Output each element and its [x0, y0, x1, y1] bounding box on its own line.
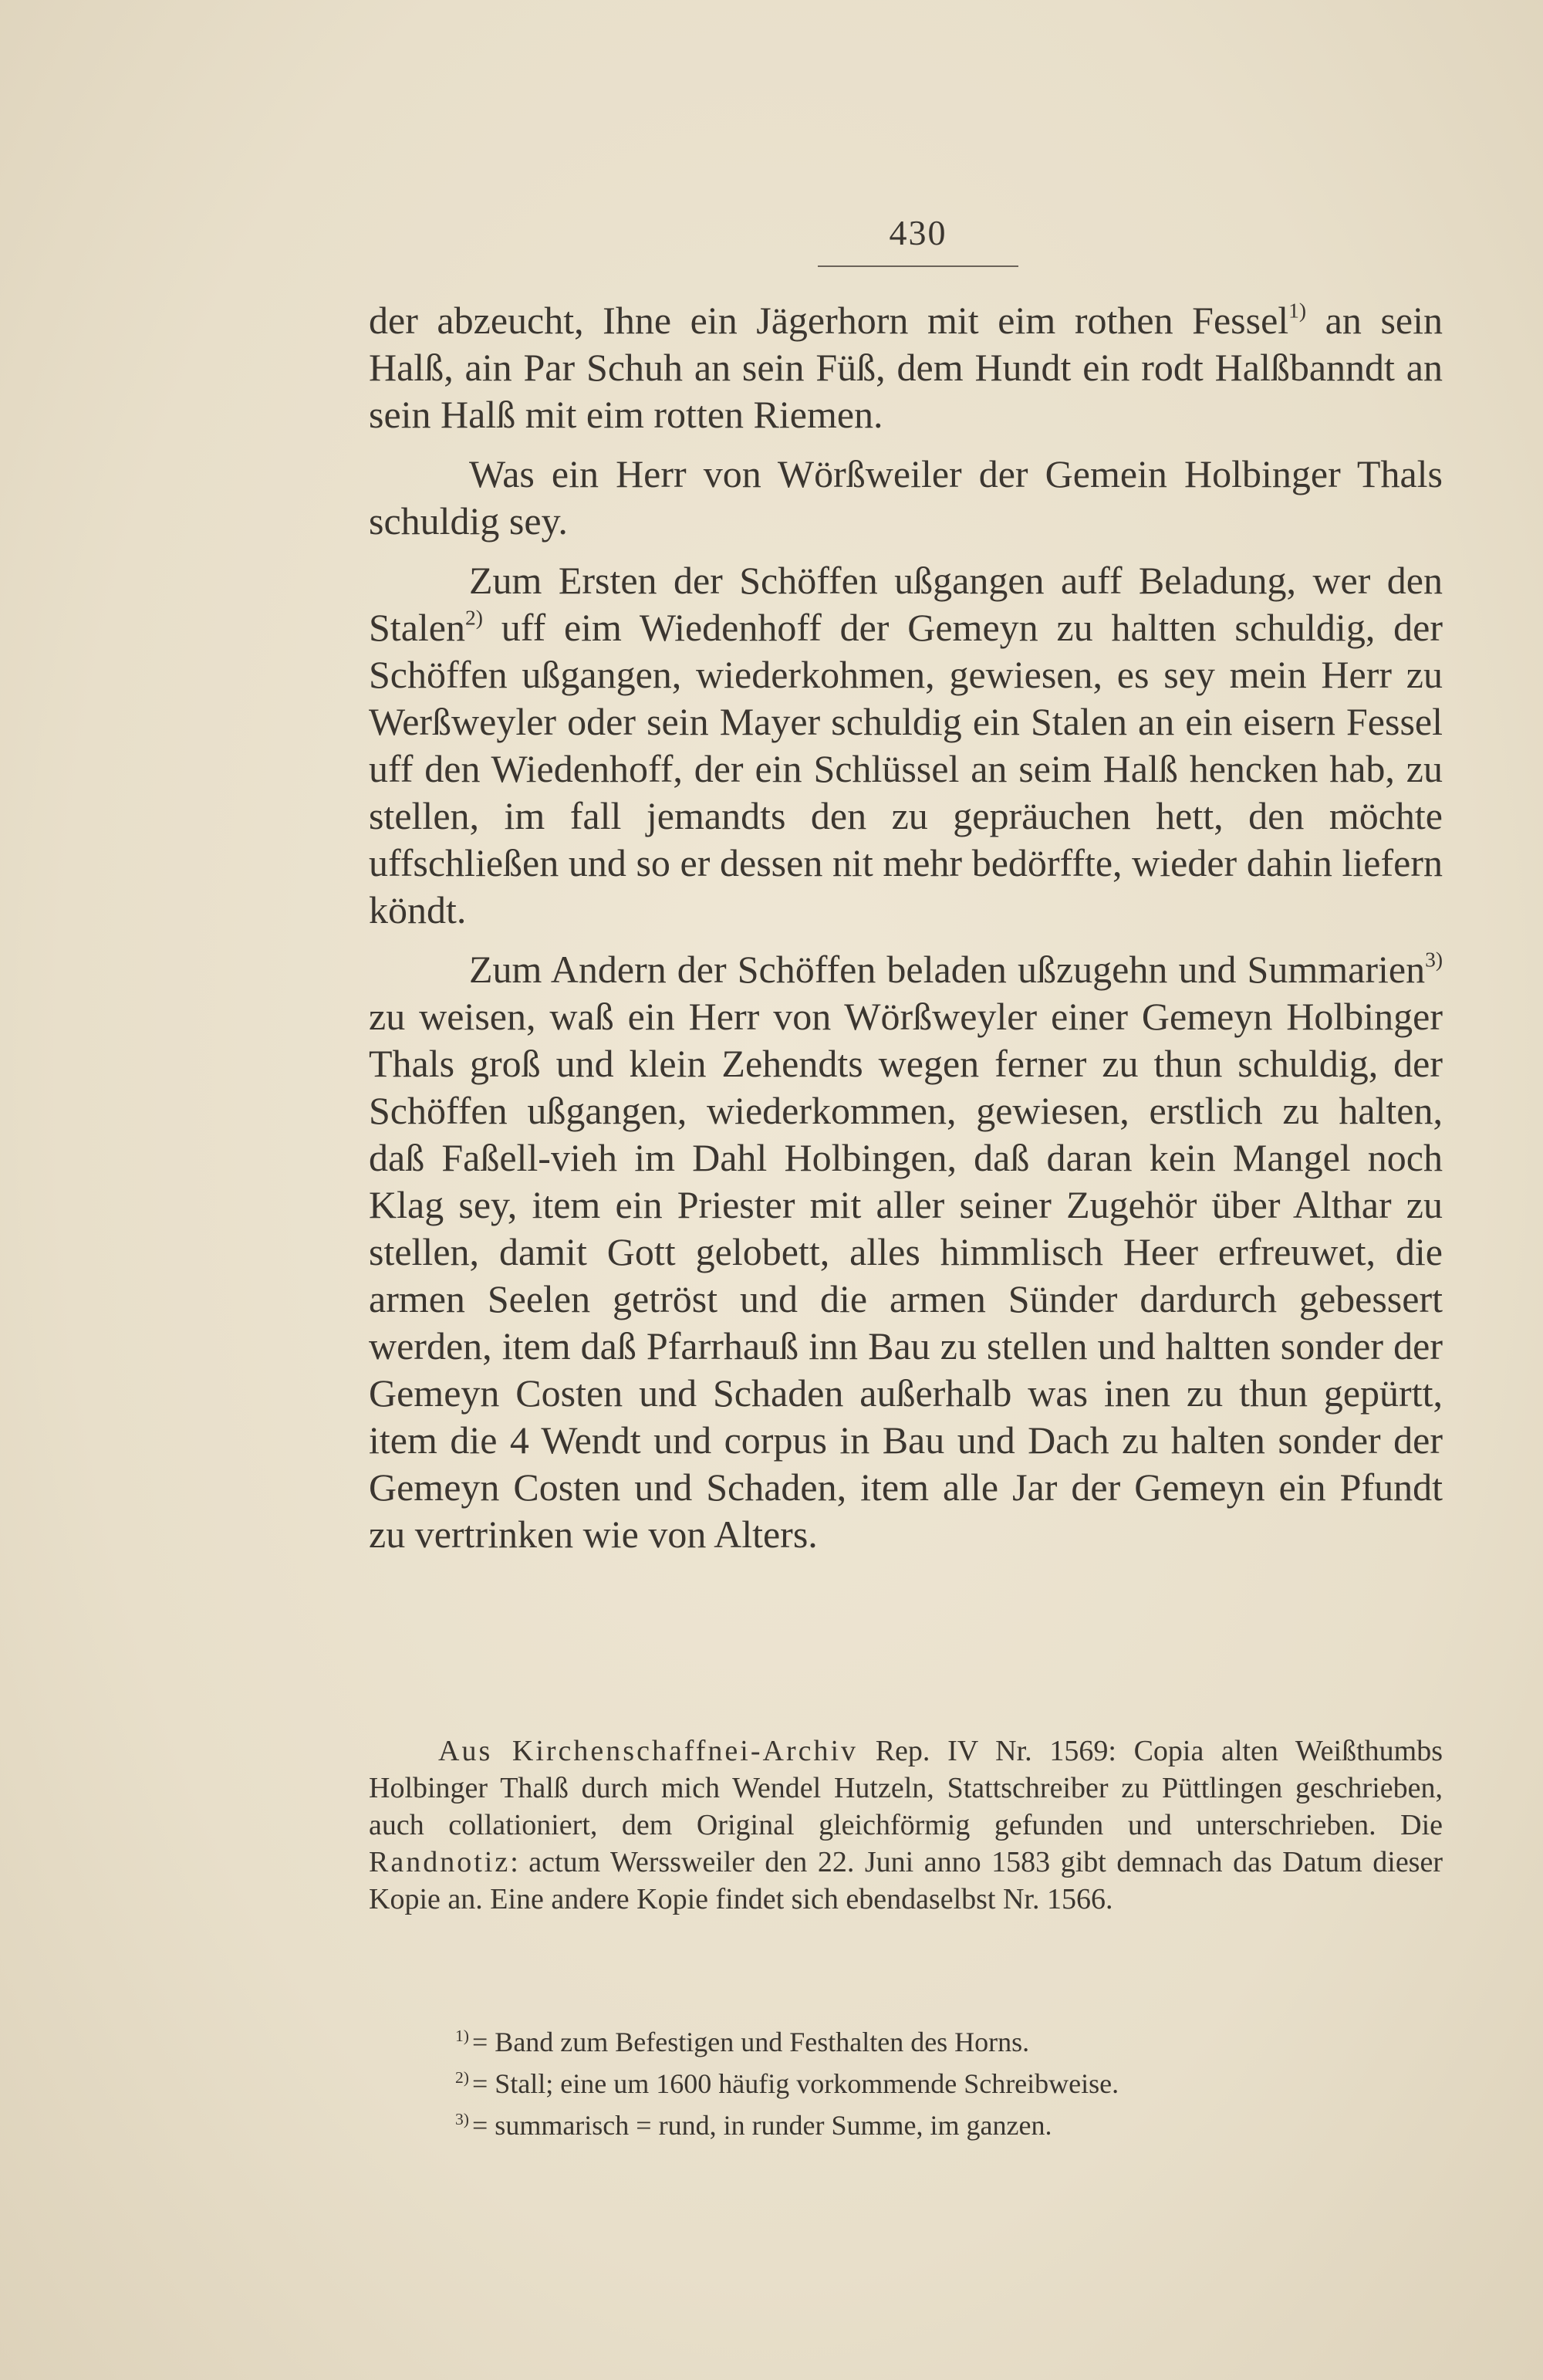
paragraph-2: Was ein Herr von Wörßweiler der Gemein Holbinger Thals schuldig sey. — [369, 452, 1443, 543]
footnotes — [455, 2018, 1381, 2143]
paragraph-4: Zum Andern der Schöffen beladen ußzugehn und Summarien$^{3)}$ zu weisen, waß ein Herr von Wörßweyler einer Gemeyn Holbinger Thals groß und klein Zehendts wegen ferner zu thun schuldig, der Schöffen ußgangen, wiederkommen, gewiesen, erstlich zu halten, daß Faßell-vieh im Dahl Holbingen, daß daran kein Mangel noch Klag sey, item ein Priester mit aller seiner Zugehör über Althar zu stellen, damit Gott gelobett, alles himmlisch Heer erfreuwet, die armen Seelen getröst und die armen Sünder dardurch gebessert werden, item daß Pfarrhauß inn Bau zu stellen und haltten sonder der Gemeyn Costen und Schaden außerhalb was inen zu thun gepürtt, item die 4 Wendt und corpus in Bau und Dach zu halten sonder der Gemeyn Costen und Schaden, item alle Jar der Gemeyn ein Pfundt zu vertrinken wie von Alters. — [369, 947, 1443, 1556]
footnote-2: $^{2)}$ = Stall; eine um 1600 häufig vorkommende Schreibweise. — [455, 2067, 1119, 2099]
source-randnotiz: Randnotiz — [369, 1846, 511, 1878]
footnote-ref-1: 1) — [1288, 298, 1307, 323]
page-number: 430 — [889, 213, 947, 252]
footnote-ref-3: 3) — [1425, 947, 1443, 972]
paragraph-3: Zum Ersten der Schöffen ußgangen auff Beladung, wer den Stalen$^{2)}$ uff eim Wiedenhoff der Gemeyn zu haltten schuldig, der Schöffen ußgangen, wiederkohmen, gewiesen, es sey mein Herr zu Werßweyler oder sein Mayer schuldig ein Stalen an ein eisern Fessel uff den Wiedenhoff, der ein Schlüssel an seim Halß hencken hab, zu stellen, im fall jemandts den zu gepräuchen hett, den möchte uffschließen und so er dessen nit mehr bedörffte, wieder dahin liefern köndt. — [369, 559, 1443, 931]
source-archive: Aus Kirchenschaffnei-Archiv — [438, 1735, 859, 1767]
footnote-ref-2: 2) — [464, 605, 483, 630]
body-text — [369, 297, 1443, 1570]
footnote-3: $^{3)}$ = summarisch = rund, in runder Summe, im ganzen. — [455, 2109, 1052, 2141]
header-rule — [818, 265, 1018, 267]
source-note: Aus Kirchenschaffnei-Archiv Rep. IV Nr. 1569: Copia alten Weißthumbs Holbinger Thalß durch mich Wendel Hutzeln, Stattschreiber zu Püttlingen geschrieben, auch collationiert, dem Original gleichförmig gefunden und unterschrieben. Die Randnotiz: actum Werssweiler den 22. Juni anno 1583 gibt demnach das Datum dieser Kopie an. Eine andere Kopie findet sich ebendaselbst Nr. 1566. — [369, 1735, 1443, 1915]
paragraph-1: der abzeucht, Ihne ein Jägerhorn mit eim rothen Fessel$^{1)}$ an sein Halß, ain Par Schuh an sein Füß, dem Hundt ein rodt Halßbanndt an sein Halß mit eim rotten Riemen. — [369, 298, 1443, 436]
footnote-1: $^{1)}$ = Band zum Befestigen und Festhalten des Horns. — [455, 2026, 1030, 2057]
